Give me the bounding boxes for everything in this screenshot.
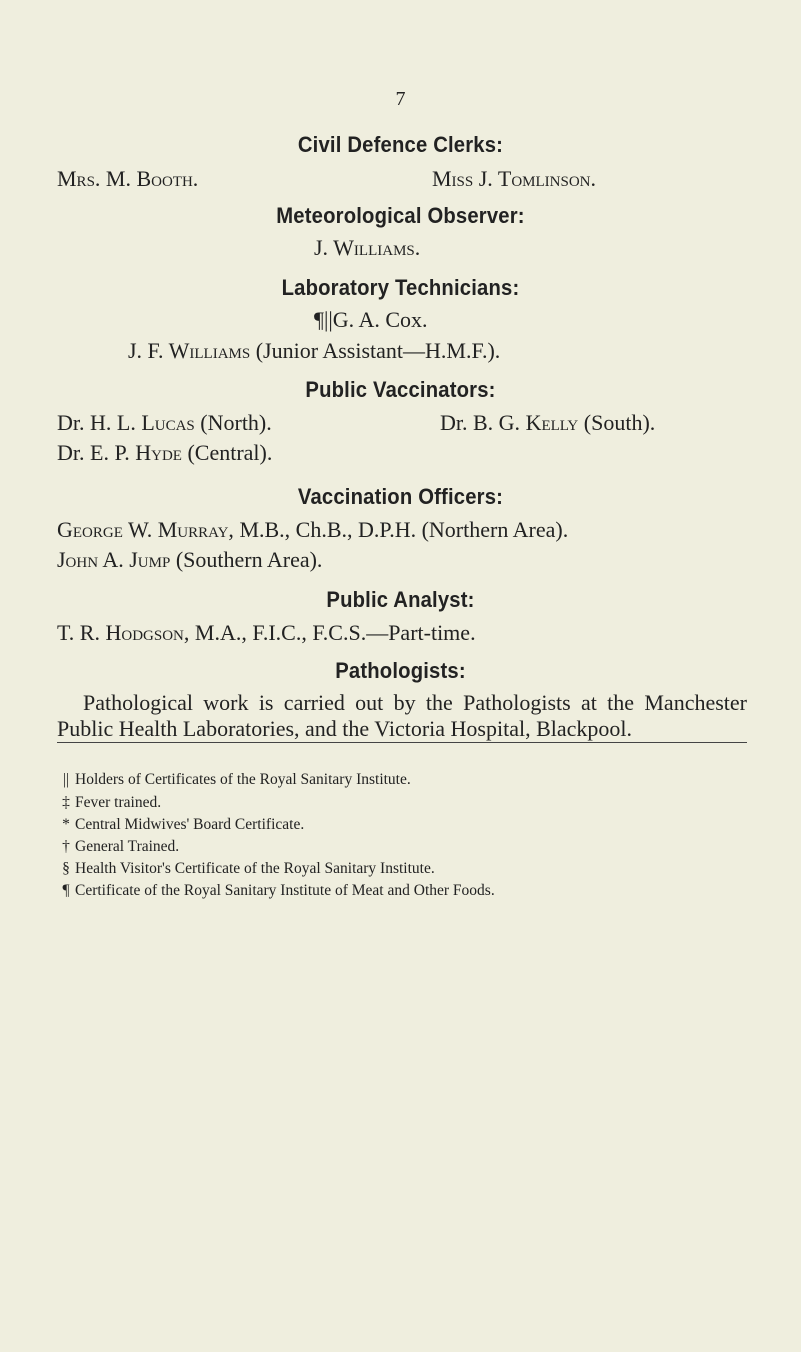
footnote-meat-foods: ¶ Certificate of the Royal Sanitary Institute of Meat and Other Foods. [62, 882, 495, 899]
footnote-divider [57, 742, 747, 743]
vaccination-officer-murray: George W. Murray, M.B., Ch.B., D.P.H. (Northern Area). [57, 517, 569, 542]
footnote-health-visitor: § Health Visitor's Certificate of the Royal Sanitary Institute. [62, 860, 435, 877]
pathologists-paragraph: Pathological work is carried out by the Pathologists at the Manchester Public Health Laboratories, and the Victoria Hospital, Blackpool. [57, 690, 747, 741]
civil-defence-clerk-1: Mrs. M. Booth. [57, 166, 199, 191]
pathologists-heading: Pathologists: [335, 658, 466, 683]
civil-defence-clerk-2: Miss J. Tomlinson. [432, 166, 597, 191]
footnote-midwives: * Central Midwives' Board Certificate. [62, 816, 305, 833]
meteorological-heading: Meteorological Observer: [276, 203, 525, 228]
vaccinator-lucas: Dr. H. L. Lucas (North). [57, 410, 272, 435]
laboratory-heading: Laboratory Technicians: [281, 275, 520, 300]
vaccinators-heading: Public Vaccinators: [305, 377, 496, 402]
civil-defence-heading: Civil Defence Clerks: [297, 132, 504, 157]
vaccination-officers-heading: Vaccination Officers: [297, 484, 504, 509]
laboratory-technician-2: J. F. Williams (Junior Assistant—H.M.F.). [128, 338, 501, 363]
page-number: 7 [395, 88, 406, 110]
footnote-general-trained: † General Trained. [62, 838, 180, 855]
footnote-royal-sanitary: || Holders of Certificates of the Royal Sanitary Institute. [62, 771, 411, 788]
footnote-fever-trained: ‡ Fever trained. [62, 794, 162, 811]
vaccinator-hyde: Dr. E. P. Hyde (Central). [57, 440, 273, 465]
laboratory-technician-1: ¶||G. A. Cox. [314, 307, 428, 332]
public-analyst: T. R. Hodgson, M.A., F.I.C., F.C.S.—Part-time. [57, 620, 476, 645]
vaccinator-kelly: Dr. B. G. Kelly (South). [440, 410, 656, 435]
vaccination-officer-jump: John A. Jump (Southern Area). [57, 547, 323, 572]
analyst-heading: Public Analyst: [326, 587, 475, 612]
meteorological-observer: J. Williams. [314, 235, 421, 260]
